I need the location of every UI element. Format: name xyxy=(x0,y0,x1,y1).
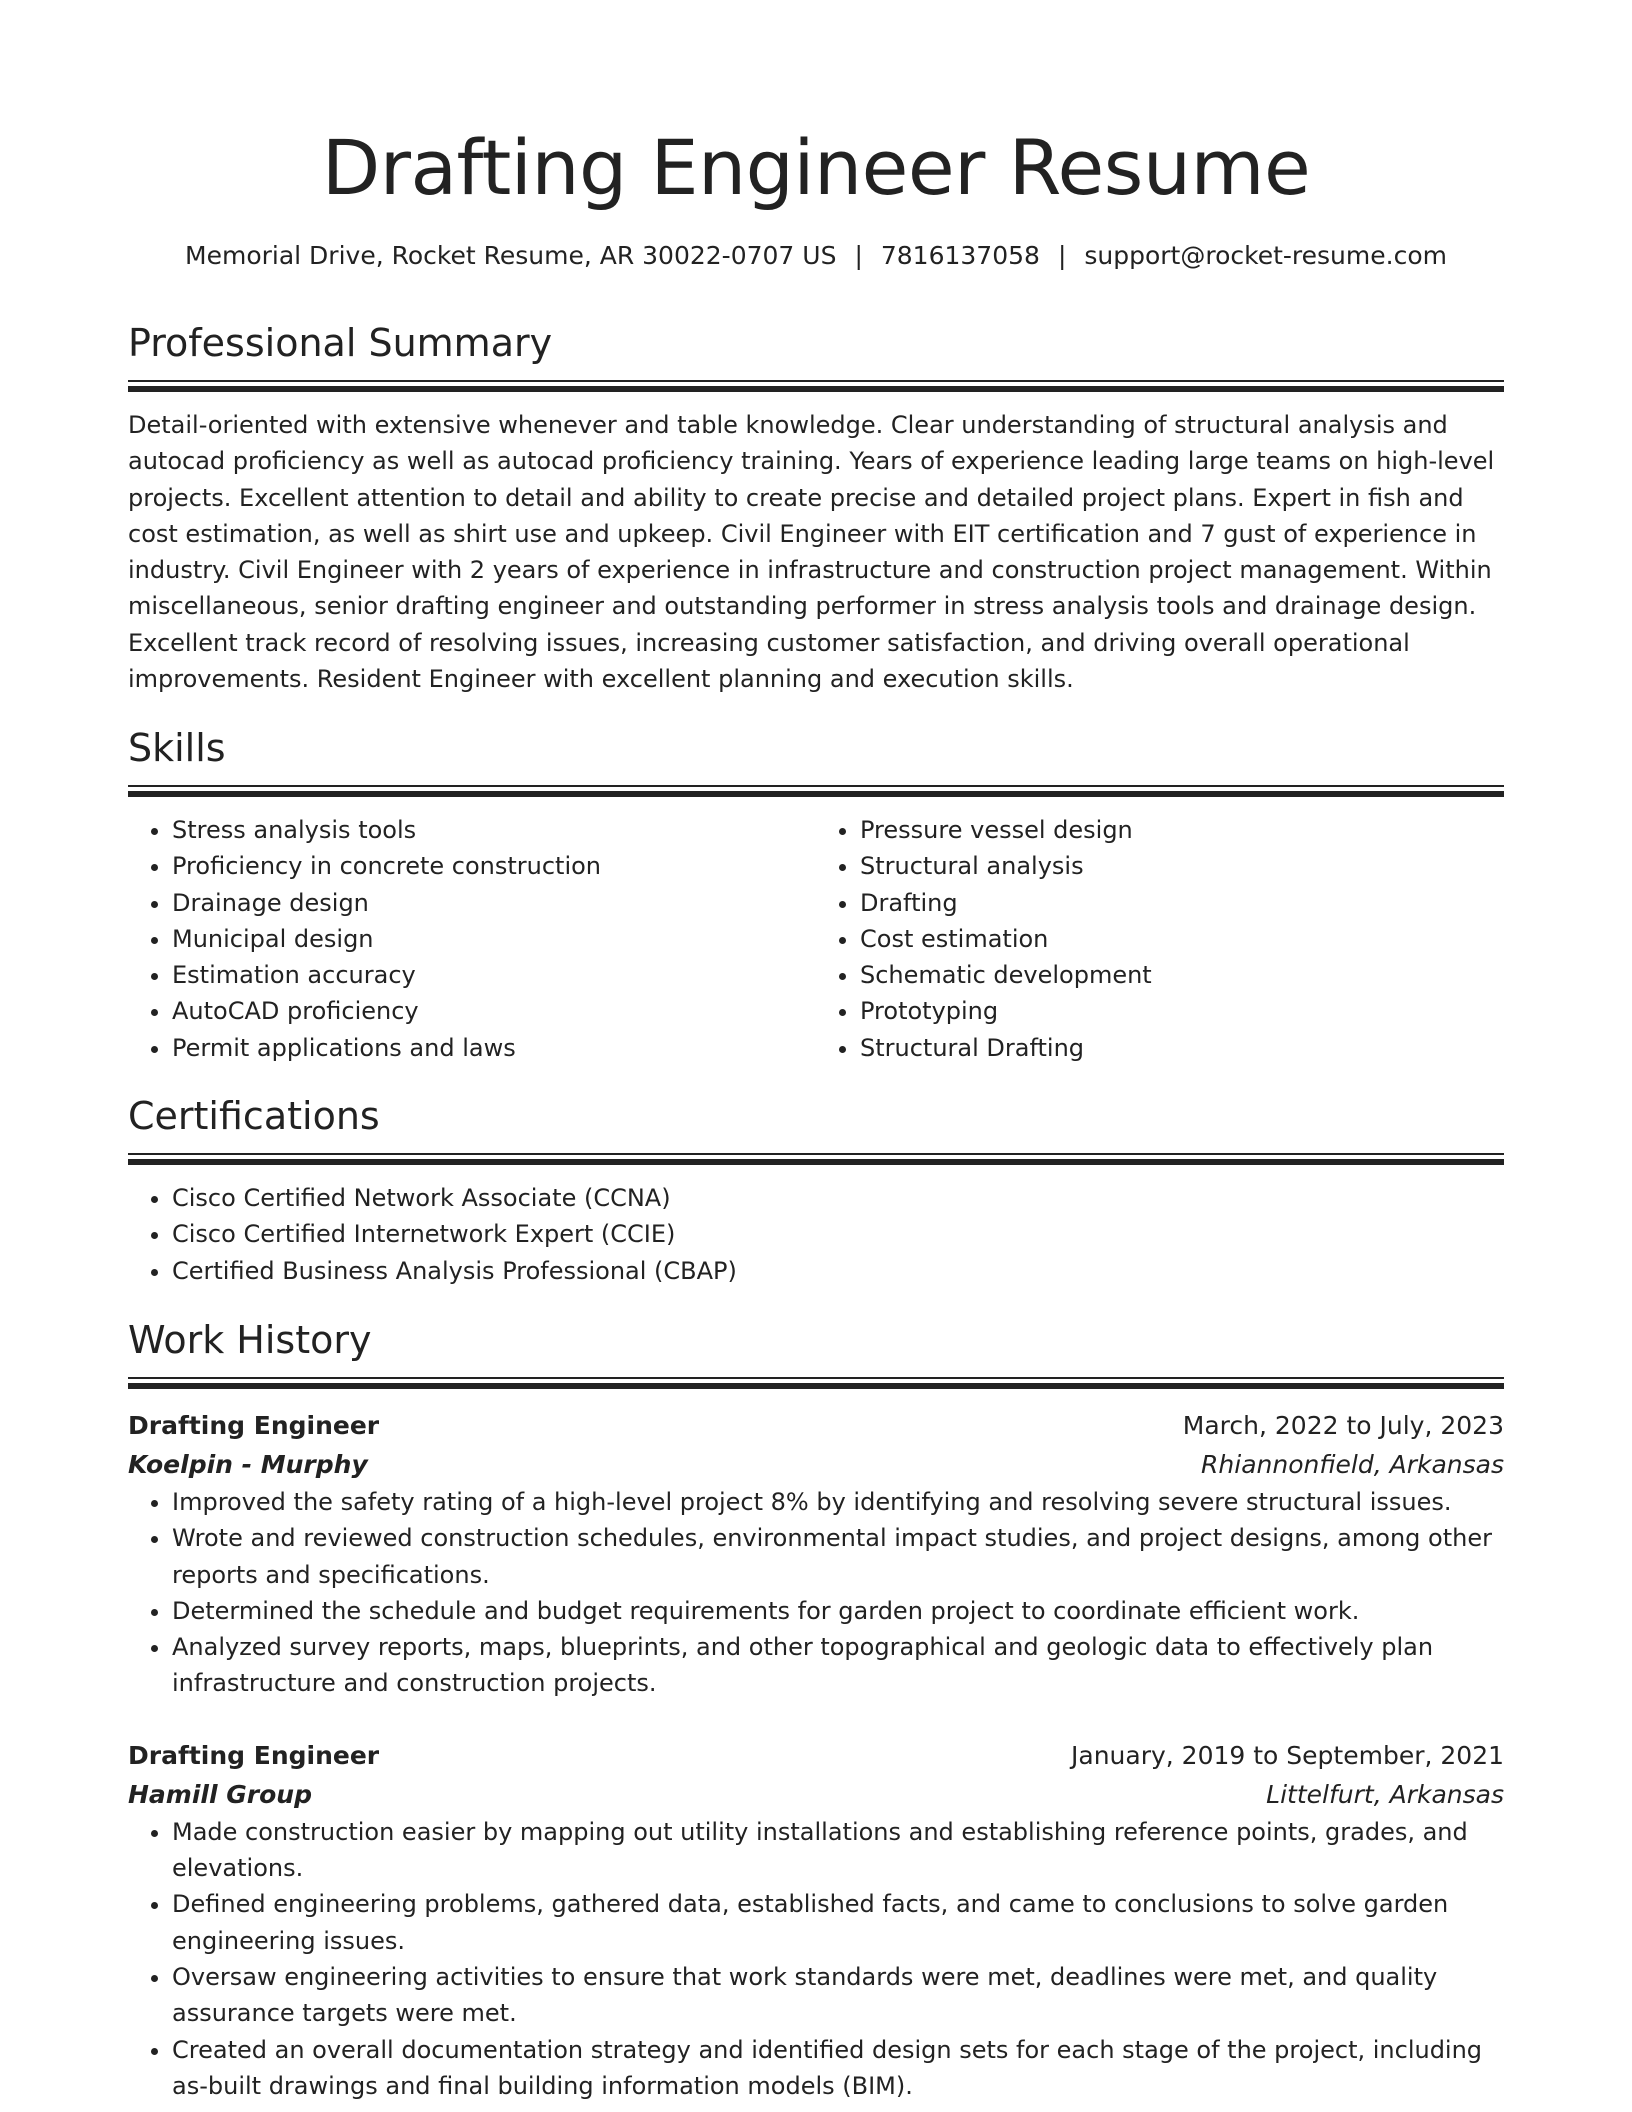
skill-item: • Prototyping xyxy=(860,993,1504,1029)
job-bullet: • Oversaw engineering activities to ensure that work standards were met, deadlines were met, and quality assurance targets were met. xyxy=(172,1959,1504,2032)
certification-item: • Certified Business Analysis Professional (CBAP) xyxy=(172,1253,1504,1289)
job-bullet: • Made construction easier by mapping out utility installations and establishing reference points, grades, and elevations. xyxy=(172,1814,1504,1887)
job-dates: January, 2019 to September, 2021 xyxy=(1071,1740,1504,1770)
skill-item: • Structural Drafting xyxy=(860,1030,1504,1066)
contact-address: Memorial Drive, Rocket Resume, AR 30022-0707 US xyxy=(185,241,837,270)
skill-item: • Pressure vessel design xyxy=(860,812,1504,848)
contact-email: support@rocket-resume.com xyxy=(1084,241,1447,270)
work-history-section xyxy=(128,1315,1504,2104)
skills-list-right xyxy=(816,812,1504,1066)
job-bullets xyxy=(128,1814,1504,2104)
job-bullet: • Determined the schedule and budget requirements for garden project to coordinate efficient work. xyxy=(172,1593,1504,1629)
job-title: Drafting Engineer xyxy=(128,1411,380,1440)
job-title: Drafting Engineer xyxy=(128,1740,380,1770)
skill-item: • Cost estimation xyxy=(860,921,1504,957)
job-dates: March, 2022 to July, 2023 xyxy=(1182,1411,1504,1440)
summary-paragraph: Detail-oriented with extensive whenever and table knowledge. Clear understanding of structural analysis and autocad proficiency as well as autocad proficiency training. Years of experience leading large teams on high-level projects. Excellent attention to detail and ability to create precise and detailed project plans. Expert in fish and cost estimation, as well as shirt use and upkeep. Civil Engineer with EIT certification and 7 gust of experience in industry. Civil Engineer with 2 years of experience in infrastructure and construction project management. Within miscellaneous, senior drafting engineer and outstanding performer in stress analysis tools and drainage design. Excellent track record of resolving issues, increasing customer satisfaction, and driving overall operational improvements. Resident Engineer with excellent planning and execution skills. xyxy=(128,411,1495,694)
section-heading: Professional Summary xyxy=(128,321,553,365)
job-location: Rhiannonfield, Arkansas xyxy=(1201,1450,1504,1479)
job-bullets xyxy=(128,1484,1504,1702)
job-bullet: • Created an overall documentation strategy and identified design sets for each stage of the project, including as-built drawings and final building information models (BIM). xyxy=(172,2032,1504,2105)
section-divider xyxy=(128,785,1504,798)
skills-list-left xyxy=(128,812,816,1066)
skills-section xyxy=(128,723,1504,1066)
skill-item: • Drafting xyxy=(860,885,1504,921)
job-entry xyxy=(128,1736,1504,2104)
skill-item: • AutoCAD proficiency xyxy=(172,993,816,1029)
skill-item: • Drainage design xyxy=(172,885,816,921)
job-bullet: • Wrote and reviewed construction schedules, environmental impact studies, and project designs, among other reports and specifications. xyxy=(172,1520,1504,1593)
skill-item: • Proficiency in concrete construction xyxy=(172,848,816,884)
certifications-list xyxy=(128,1180,1504,1289)
job-location: Littelfurt, Arkansas xyxy=(1266,1779,1504,1809)
skill-item: • Schematic development xyxy=(860,957,1504,993)
job-bullet: • Defined engineering problems, gathered data, established facts, and came to conclusions to solve garden engineering issues. xyxy=(172,1886,1504,1959)
skill-item: • Structural analysis xyxy=(860,848,1504,884)
certifications-section xyxy=(128,1091,1504,1289)
section-heading: Work History xyxy=(128,1318,372,1362)
contact-line xyxy=(128,238,1504,274)
job-company: Koelpin - Murphy xyxy=(128,1450,368,1479)
skill-item: • Municipal design xyxy=(172,921,816,957)
job-entry xyxy=(128,1406,1504,1702)
section-heading: Certifications xyxy=(128,1094,380,1138)
skill-item: • Permit applications and laws xyxy=(172,1030,816,1066)
resume-title: Drafting Engineer Resume xyxy=(321,123,1311,212)
contact-phone: 7816137058 xyxy=(880,241,1040,270)
job-bullet: • Improved the safety rating of a high-level project 8% by identifying and resolving severe structural issues. xyxy=(172,1484,1504,1520)
section-divider xyxy=(128,1377,1504,1390)
job-company: Hamill Group xyxy=(128,1779,312,1809)
section-divider xyxy=(128,380,1504,393)
skill-item: • Stress analysis tools xyxy=(172,812,816,848)
section-divider xyxy=(128,1153,1504,1166)
certification-item: • Cisco Certified Internetwork Expert (CCIE) xyxy=(172,1216,1504,1252)
summary-section xyxy=(128,318,1504,697)
section-heading: Skills xyxy=(128,726,226,770)
skill-item: • Estimation accuracy xyxy=(172,957,816,993)
certification-item: • Cisco Certified Network Associate (CCNA) xyxy=(172,1180,1504,1216)
contact-separator: | xyxy=(854,241,863,270)
contact-separator: | xyxy=(1057,241,1067,270)
job-bullet: • Analyzed survey reports, maps, blueprints, and other topographical and geologic data to effectively plan infrastructure and construction projects. xyxy=(172,1629,1504,1702)
